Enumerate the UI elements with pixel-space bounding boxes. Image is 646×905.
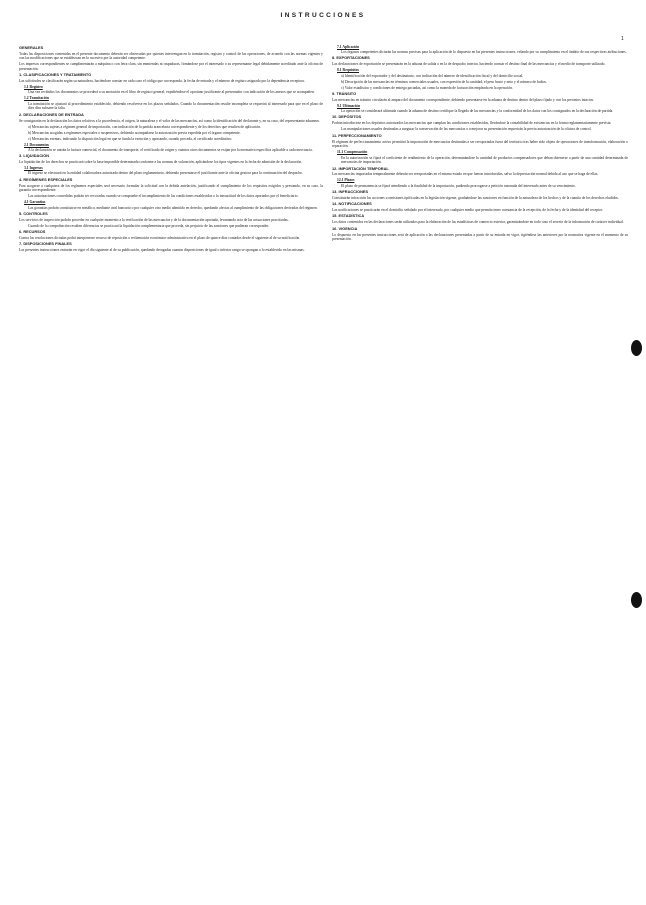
section-heading: GENERALES — [19, 44, 44, 50]
paragraph: Las mercancías en tránsito circularán al amparo del documento correspondiente, debiendo presentarse en la aduana de destino dentro del plazo fijado y con los precintos intactos. — [332, 97, 595, 102]
section-heading: 7. DISPOSICIONES FINALES — [19, 241, 72, 247]
left-column — [19, 44, 323, 896]
section-heading: 8. EXPORTACIONES — [332, 55, 370, 61]
paragraph: Lo dispuesto en las presentes instrucciones será de aplicación a las declaraciones presentadas a partir de su entrada en vigor, rigiéndose las anteriores por la normativa vigente en el momento de su presentación. — [332, 232, 628, 242]
section-heading: 3. LIQUIDACIÓN — [19, 153, 50, 159]
right-column — [332, 44, 628, 896]
paragraph: Los impresos correspondientes se cumplimentarán a máquina o con letra clara, sin enmiendas ni raspaduras, firmándose por el interesado o su representante legal debidamente acreditado ante la oficina de presentación. — [19, 62, 323, 71]
section-heading: 9. TRÁNSITO — [332, 90, 357, 96]
paragraph: Podrán introducirse en los depósitos autorizados las mercancías que cumplan las condiciones establecidas, llevándose la contabilidad de existencias en la forma reglamentariamente prevista. — [332, 121, 612, 126]
paragraph: Para acogerse a cualquiera de los regímenes especiales será necesario formular la solicitud con la debida antelación, justificando el cumplimiento de los requisitos exigidos y prestando, en su caso, la garantía correspondiente. — [19, 183, 323, 193]
subsection-heading: 8.1 Requisitos — [337, 68, 359, 73]
paragraph: c) Mercancías exentas, indicando la disposición legal en que se funda la exención y aportando, cuando proceda, el certificado acreditativo. — [28, 136, 233, 141]
paragraph: Una vez recibidos los documentos se procederá a su anotación en el libro de registro general, expidiéndose el oportuno justificante al presentador con indicación de los anexos que se acompañen. — [28, 90, 315, 95]
paragraph: c) Valor estadístico y condiciones de entrega pactadas, así como la moneda de facturación empleada en la operación. — [341, 85, 513, 90]
subsection-heading: 2.1 Documentos — [24, 142, 49, 147]
paragraph: Todas las disposiciones contenidas en el presente documento deberán ser observadas por quienes intervengan en la tramitación, registro y control de las operaciones, de acuerdo con las normas vigentes y con las modificaciones que se establezcan en lo sucesivo por la autoridad competente. — [19, 51, 323, 61]
paragraph: A la declaración se unirán la factura comercial, el documento de transporte, el certificado de origen y cuantos otros documentos se exijan por la normativa específica aplicable a cada mercancía. — [28, 147, 313, 152]
paragraph: La liquidación de los derechos se practicará sobre la base imponible determinada conforme a las normas de valoración, aplicándose los tipos vigentes en la fecha de admisión de la declaración. — [19, 160, 303, 165]
section-heading: 6. RECURSOS — [19, 229, 46, 235]
section-heading: 14. NOTIFICACIONES — [332, 201, 372, 207]
paragraph: Las notificaciones se practicarán en el domicilio señalado por el interesado, por cualquier medio que permita tener constancia de la recepción, de la fecha y de la identidad del receptor. — [332, 208, 603, 213]
subsection-heading: 12.1 Plazos — [337, 178, 355, 183]
paragraph: La tramitación se ajustará al procedimiento establecido, debiendo resolverse en los plazos señalados. Cuando la documentación resulte incompleta se requerirá al interesado para que en el plazo de diez días subsane la falta. — [28, 101, 323, 111]
paragraph: Constituirán infracción las acciones u omisiones tipificadas en la legislación vigente, graduándose las sanciones en función de la naturaleza de los hechos y de la cuantía de los derechos eludidos. — [332, 195, 619, 200]
page-title: INSTRUCCIONES — [280, 12, 366, 19]
paragraph: Las declaraciones de exportación se presentarán en la aduana de salida o en la de despacho interior, haciendo constar el destino final de las mercancías y el medio de transporte utilizado. — [332, 62, 606, 67]
section-heading: 10. DEPÓSITOS — [332, 114, 362, 120]
paragraph: El plazo de permanencia se fijará atendiendo a la finalidad de la importación, pudiendo prorrogarse a petición razonada del interesado antes de su vencimiento. — [341, 183, 576, 188]
subsection-heading: 11.1 Compensación — [337, 150, 368, 155]
paragraph: Los servicios de inspección podrán proceder en cualquier momento a la verificación de las mercancías y de la documentación aportada, levantando acta de las actuaciones practicadas. — [19, 217, 289, 222]
binding-hole-upper — [631, 340, 642, 356]
paragraph: b) Mercancías acogidas a regímenes especiales o suspensivos, debiendo acompañarse la autorización previa expedida por el órgano competente. — [28, 130, 241, 135]
paragraph: Se consignarán en la declaración los datos relativos a la procedencia, el origen, la naturaleza y el valor de las mercancías, así como la identificación del declarante y, en su caso, del representante aduanero. — [19, 118, 321, 123]
paragraph: Las manipulaciones usuales destinadas a asegurar la conservación de las mercancías o a mejorar su presentación requerirán la previa autorización de la oficina de control. — [341, 127, 592, 132]
subsection-heading: 4.1 Garantías — [24, 200, 46, 205]
section-heading: 2. DECLARACIONES DE ENTRADA — [19, 111, 84, 117]
subsection-heading: 9.1 Ultimación — [337, 103, 360, 108]
paragraph: a) Mercancías sujetas a régimen general de importación, con indicación de la partida arancelaria correspondiente y de los derechos que resulten de aplicación. — [28, 124, 262, 129]
paragraph: El régimen de perfeccionamiento activo permitirá la importación de mercancías destinadas a ser reexportadas fuera del territorio tras haber sido objeto de operaciones de transformación, elaboración o reparación. — [332, 139, 628, 149]
section-heading: 13. INFRACCIONES — [332, 189, 369, 194]
section-heading: 5. CONTROLES — [19, 210, 48, 216]
section-heading: 15. ESTADÍSTICA — [332, 213, 365, 219]
paragraph: Las solicitudes se clasificarán según su naturaleza, haciéndose constar en cada caso el código que corresponda, la fecha de entrada y el número de registro asignado por la dependencia receptora. — [19, 79, 305, 84]
paragraph: Contra las resoluciones dictadas podrá interponerse recurso de reposición o reclamación económico-administrativa en el plazo de quince días contados desde el siguiente al de su notificación. — [19, 236, 301, 241]
binding-hole-lower — [631, 592, 642, 608]
paragraph: La operación se considerará ultimada cuando la aduana de destino certifique la llegada de las mercancías y la conformidad de los datos con los consignados en la declaración de partida. — [341, 109, 614, 114]
paragraph: Las mercancías importadas temporalmente deberán ser reexportadas en el mismo estado en que fueron introducidas, salvo la depreciación normal debida al uso que se haga de ellas. — [332, 172, 599, 177]
paragraph: Las garantías podrán constituirse en metálico, mediante aval bancario o por cualquier otro medio admitido en derecho, quedando afectas al cumplimiento de las obligaciones derivadas del régimen. — [28, 205, 318, 210]
section-heading: 1. CLASIFICACIONES Y TRATAMIENTO — [19, 72, 92, 78]
paragraph: Las autorizaciones concedidas podrán ser revocadas cuando se compruebe el incumplimiento de las condiciones establecidas o la inexactitud de los datos aportados por el beneficiario. — [28, 194, 299, 199]
paragraph: En la autorización se fijará el coeficiente de rendimiento de la operación, determinándose la cantidad de productos compensadores que deban obtenerse a partir de una cantidad determinada de mercancías de importación. — [341, 155, 628, 165]
paragraph: Los datos contenidos en las declaraciones serán utilizados para la elaboración de las estadísticas de comercio exterior, garantizándose en todo caso el secreto de la información de carácter individual. — [332, 220, 624, 225]
subsection-heading: 3.1 Ingresos — [24, 166, 43, 171]
paragraph: Las presentes instrucciones entrarán en vigor el día siguiente al de su publicación, quedando derogadas cuantas disposiciones de igual o inferior rango se opongan a lo establecido en las mismas. — [19, 248, 305, 253]
subsection-heading: 1.2 Tramitación — [24, 96, 49, 101]
section-heading: 16. VIGENCIA — [332, 225, 358, 231]
page-number: 1 — [621, 36, 624, 42]
paragraph: b) Descripción de las mercancías en términos comerciales usuales, con expresión de la cantidad, el peso bruto y neto y el número de bultos. — [341, 79, 547, 84]
section-heading: 4. REGÍMENES ESPECIALES — [19, 176, 73, 182]
subsection-heading: 7.1 Aplicación — [337, 44, 360, 49]
paragraph: Cuando de la comprobación resulten diferencias se practicará la liquidación complementaria que proceda, sin perjuicio de las sanciones que pudieran corresponder. — [28, 223, 270, 228]
paragraph: a) Identificación del exportador y del destinatario, con indicación del número de identificación fiscal y del domicilio social. — [341, 73, 524, 78]
paragraph: El ingreso se efectuará en la entidad colaboradora autorizada dentro del plazo reglamentario, debiendo presentarse el justificante ante la oficina gestora para la continuación del despacho. — [28, 171, 303, 176]
paragraph: Los órganos competentes dictarán las normas precisas para la aplicación de lo dispuesto en las presentes instrucciones, velando por su cumplimiento en el ámbito de sus respectivas atribuciones. — [341, 50, 627, 55]
section-heading: 11. PERFECCIONAMIENTO — [332, 132, 382, 138]
subsection-heading: 1.1 Registro — [24, 85, 43, 90]
section-heading: 12. IMPORTACIÓN TEMPORAL — [332, 165, 389, 171]
